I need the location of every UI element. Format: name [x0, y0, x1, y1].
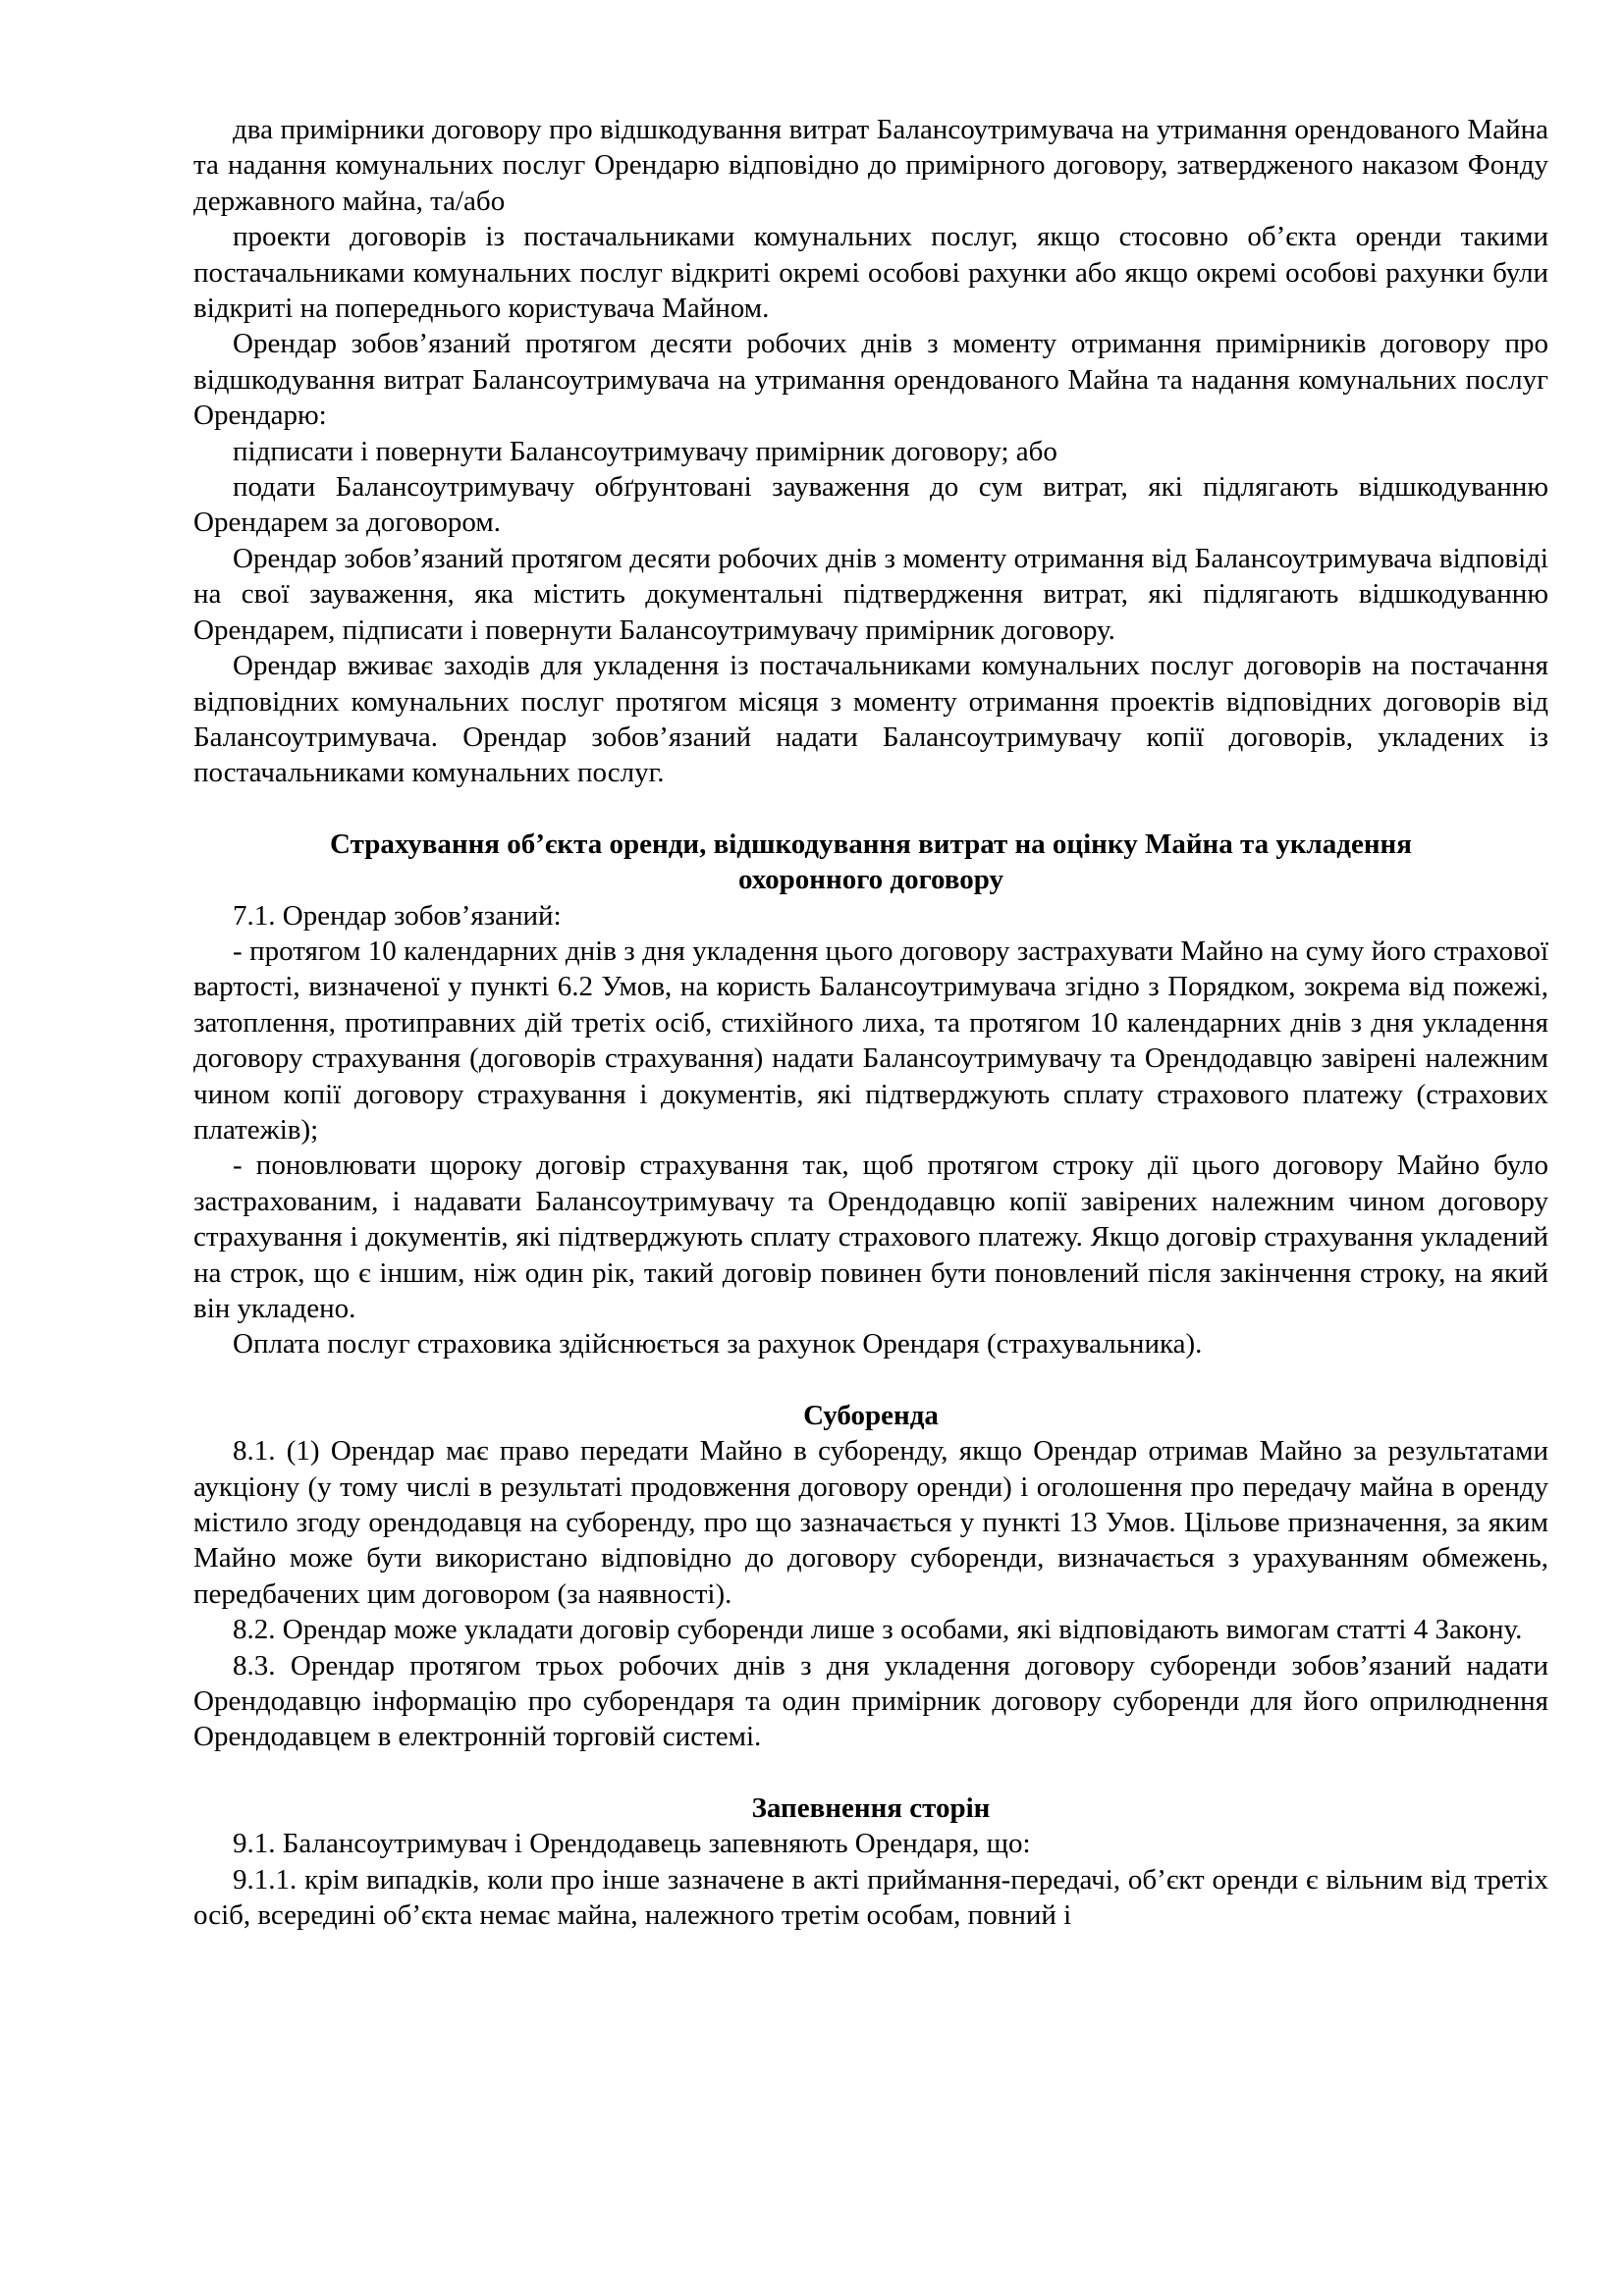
- paragraph: Орендар зобов’язаний протягом десяти робочих днів з моменту отримання примірників договору про відшкодування витрат Балансоутримувача на утримання орендованого Майна та надання комунальних послуг Орендарю:: [193, 328, 1548, 432]
- section-gap: [193, 791, 1548, 827]
- paragraph: - поновлювати щороку договір страхування так, щоб протягом строку дії цього договору Майно було застрахованим, і надавати Балансоутримувачу та Орендодавцю копії завірених належним чином договору страхування і документів, які підтверджують сплату страхового платежу. Якщо договір страхування укладений на строк, що є іншим, ніж один рік, такий договір повинен бути поновлений після закінчення строку, на який він укладено.: [193, 1149, 1548, 1324]
- document-page: [193, 112, 1548, 1934]
- paragraph: 8.2. Орендар може укладати договір суборенди лише з особами, які відповідають вимогам статті 4 Закону.: [233, 1614, 1523, 1646]
- section-heading-insurance: Страхування об’єкта оренди, відшкодування витрат на оцінку Майна та укладення охоронного договору: [330, 828, 1412, 896]
- paragraph: 8.3. Орендар протягом трьох робочих днів з дня укладення договору суборенди зобов’язаний надати Орендодавцю інформацію про суборендаря та один примірник договору суборенди для його оприлюднення Орендодавцем в електронній торговій системі.: [193, 1649, 1548, 1753]
- section-gap: [193, 1362, 1548, 1398]
- paragraph: проекти договорів із постачальниками комунальних послуг, якщо стосовно об’єкта оренди такими постачальниками комунальних послуг відкриті окремі особові рахунки або якщо окремі особові рахунки були відкриті на попереднього користувача Майном.: [193, 221, 1548, 325]
- paragraph: - протягом 10 календарних днів з дня укладення цього договору застрахувати Майно на суму його страхової вартості, визначеної у пункті 6.2 Умов, на користь Балансоутримувача згідно з Порядком, зокрема від пожежі, затоплення, протиправних дій третіх осіб, стихійного лиха, та протягом 10 календарних днів з дня укладення договору страхування (договорів страхування) надати Балансоутримувачу та Орендодавцю завірені належним чином копії договору страхування і документів, які підтверджують сплату страхового платежу (страхових платежів);: [193, 934, 1548, 1146]
- section-heading-assurances: Запевнення сторін: [751, 1791, 991, 1824]
- paragraph: підписати і повернути Балансоутримувачу примірник договору; або: [233, 435, 1057, 467]
- paragraph: 9.1. Балансоутримувач і Орендодавець запевняють Орендаря, що:: [233, 1828, 1031, 1860]
- section-heading-sublease: Суборенда: [803, 1399, 939, 1431]
- paragraph: Орендар зобов’язаний протягом десяти робочих днів з моменту отримання від Балансоутримувача відповіді на свої зауваження, яка містить документальні підтвердження витрат, які підлягають відшкодуванню Орендарем, підписати і повернути Балансоутримувачу примірник договору.: [193, 542, 1548, 646]
- paragraph: Оплата послуг страховика здійснюється за рахунок Орендаря (страхувальника).: [233, 1328, 1203, 1361]
- section-gap: [193, 1755, 1548, 1790]
- paragraph: подати Балансоутримувачу обґрунтовані зауваження до сум витрат, які підлягають відшкодуванню Орендарем за договором.: [193, 471, 1548, 539]
- paragraph: 8.1. (1) Орендар має право передати Майно в суборенду, якщо Орендар отримав Майно за результатами аукціону (у тому числі в результаті продовження договору оренди) і оголошення про передачу майна в оренду містило згоду орендодавця на суборенду, про що зазначається у пункті 13 Умов. Цільове призначення, за яким Майно може бути використано відповідно до договору суборенди, визначається з урахуванням обмежень, передбачених цим договором (за наявності).: [193, 1435, 1548, 1610]
- paragraph: 7.1. Орендар зобов’язаний:: [233, 899, 562, 932]
- paragraph: 9.1.1. крім випадків, коли про інше зазначене в акті приймання-передачі, об’єкт оренди є вільним від третіх осіб, всередині об’єкта немає майна, належного третім особам, повний і: [193, 1863, 1548, 1932]
- paragraph: Орендар вживає заходів для укладення із постачальниками комунальних послуг договорів на постачання відповідних комунальних послуг протягом місяця з моменту отримання проектів відповідних договорів від Балансоутримувача. Орендар зобов’язаний надати Балансоутримувачу копії договорів, укладених із постачальниками комунальних послуг.: [193, 650, 1548, 789]
- paragraph: два примірники договору про відшкодування витрат Балансоутримувача на утримання орендованого Майна та надання комунальних послуг Орендарю відповідно до примірного договору, затвердженого наказом Фонду державного майна, та/або: [193, 114, 1548, 217]
